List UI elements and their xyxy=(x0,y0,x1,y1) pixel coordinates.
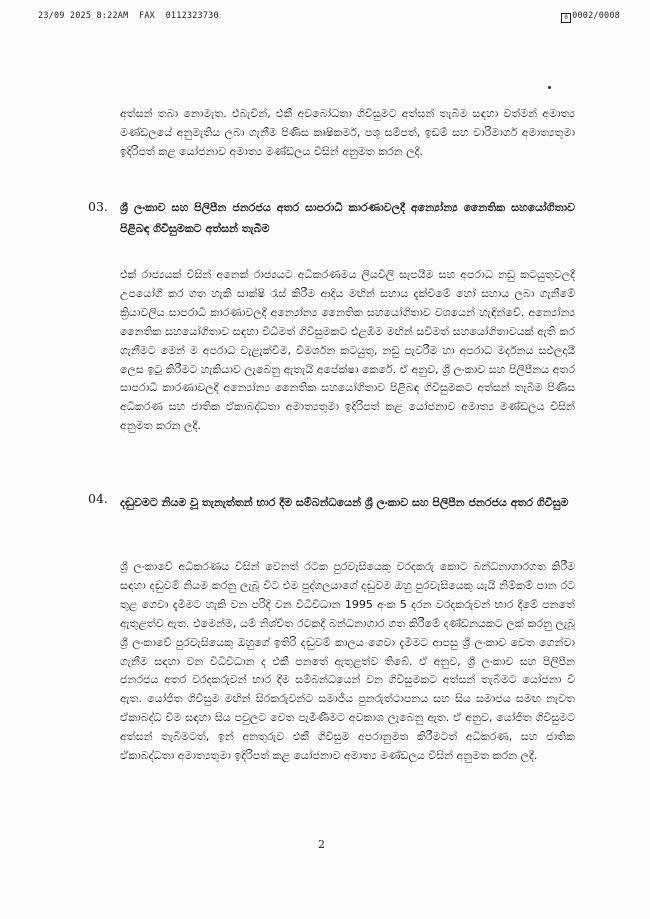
fax-header xyxy=(38,11,620,25)
fax-page-count: 0002/0008 xyxy=(572,11,620,21)
section-4-body: ශ්‍රී ලංකාවේ අධිකරණය විසින් වෙනත් රටක පුරවැසියෙකු වරදකරු කොට බන්ධනාගාරගත කිරීම සඳහා දඬුවම් නියම කරනු ලැබූ විට එම පුද්ගලයාගේ දඬුවම ඔහු පුරවැසියෙකු යැයි නිම්කම් පාන රට තුළ ගෙවා දැමීමට හැකි වන පරිදි වන විධිවිධාන 1995 අංක 5 දරන වරදකරුවන් භාර දීමේ පනතේ ඇතුළත්ව ඇත. එමෙන්ම, යම් නිශ්චිත රටකදී බන්ධනාගාර ගත කිරීමේ දණ්ඩනයකට ලක් කරනු ලැබූ ශ්‍රී ලංකාවේ පුරවැසියෙකු ඔහුගේ ඉතිරි දඬුවම් කාලය ගෙවා දැමීමට ආපසු ශ්‍රී ලංකාව වෙත ගෙන්වා ගැනීම සඳහා වන විධිවිධාන ද එකී පනතේ ඇතුළත්ව තිබේ. ඒ අනුව, ශ්‍රී ලංකාව සහ පිලිපීන ජනරජය අතර වරදකරුවන් භාර දීම සම්බන්ධයෙන් වන ගිවිසුමකට අත්සන් තැබීමට යෝජනා වී ඇත. යෝජිත ගිවිසුම මඟින් සිරකරුවන්ට සමාජීය පුනරුත්ථාපනය සහ සිය සමාජය සමඟ නැවත ඒකාබද්ධ වීම සඳහා සිය පවුලට වෙත පැමිණීමට අවකාශ ලැබෙනු ඇත. ඒ අනුව, යෝජිත ගිවිසුමට අත්සන් තැබීමටත්, ඉන් අනතුරුව එකී ගිවිසුම අපරානුමත කිරීමටත් අධිකරණ, සහ ජාතික ඒකාබද්ධතා අමාත්‍යතුමා ඉදිරිපත් කළ යෝජනාව අමාත්‍ය මණ්ඩලය විසින් අනුමත කරන ලදී. xyxy=(120,560,575,763)
fax-header-left: 23/09 2025 8:22AM FAX 0112323730 xyxy=(38,11,219,21)
scan-dot-mark xyxy=(548,86,551,89)
section-3-title: ශ්‍රී ලංකාව සහ පිලිපීන ජනරජය අතර සාපරාධී කාරණාවලදී අන්‍යෝන්‍ය නෛතික සහයෝගිතාව පිළිබඳ ගිවිසුමකට අත්සන් තැබීම xyxy=(120,201,575,235)
page-number: 2 xyxy=(318,838,325,851)
section-4-title: දඬුවමට නියම වූ තැනැත්තන් භාර දීම සම්බන්ධයෙන් ශ්‍රී ලංකාව සහ පිලිපීන ජනරජය අතර ගිවිසුම xyxy=(120,496,569,509)
fax-header-right xyxy=(561,11,620,23)
fax-page-box-icon: 0 xyxy=(561,13,571,23)
section-3-number: 03. xyxy=(88,199,108,214)
section-4-number: 04. xyxy=(88,491,108,506)
section-3-body: එක් රාජ්‍යයක් විසින් අනෙක් රාජ්‍යයට අධිකරණමය ලියවිලි සැපයීම සහ අපරාධ නඩු කටයුතුවලදී උපයෝගී කර ගත හැකි සාක්ෂි රැස් කිරීම ආදිය මඟින් සහාය දැක්වීමේ හෝ සහාය ලබා ගැනීමේ ක්‍රියාවලිය සාපරාධී කාරණාවලදී අන්‍යෝන්‍ය නෛතික සහයෝගිතාව වශයෙන් හැඳින්වේ. අන්‍යෝන්‍ය නෛතික සහයෝගිතාව සඳහා විධිමත් ගිවිසුමකට එළඹීම මඟින් සවිමත් සහයෝගිතාවයක් ඇති කර ගැනීමට මෙන් ම අපරාධ වැළැක්වීම, විමර්ශන කටයුතු, නඩු පැවරීම හා අපරාධ මර්දනය සඵලදායී ලෙස ඉටු කිරීමට හැකියාව ලැබෙනු ඇතැයි අපේක්ෂා කෙරේ. ඒ අනුව, ශ්‍රී ලංකාව සහ පිලිපීනය අතර සාපරාධී කාරණාවලදී අන්‍යෝන්‍ය නෛතික සහයෝගිතාව පිළිබඳ ගිවිසුමකට අත්සන් තැබීම පිණිස අධිකරණ සහ ජාතික ඒකාබද්ධතා අමාත්‍යතුමා ඉදිරිපත් කළ යෝජනාව අමාත්‍ය මණ්ඩලය විසින් අනුමත කරන ලදී. xyxy=(120,268,575,433)
paragraph-continuation: අත්සන් තබා නොමැත. එබැවින්, එකී අවබෝධතා ගිවිසුමට අත්සන් තැබීම සඳහා වත්මන් අමාත්‍ය මණ්ඩලයේ අනුමැතිය ලබා ගැනීම පිණිස කෘෂිකර්ම, පශු සම්පත්, ඉඩම් සහ වාරිමාර්ග අමාත්‍යතුමා ඉදිරිපත් කළ යෝජනාව අමාත්‍ය මණ්ඩලය විසින් අනුමත කරන ලදී. xyxy=(120,107,575,158)
